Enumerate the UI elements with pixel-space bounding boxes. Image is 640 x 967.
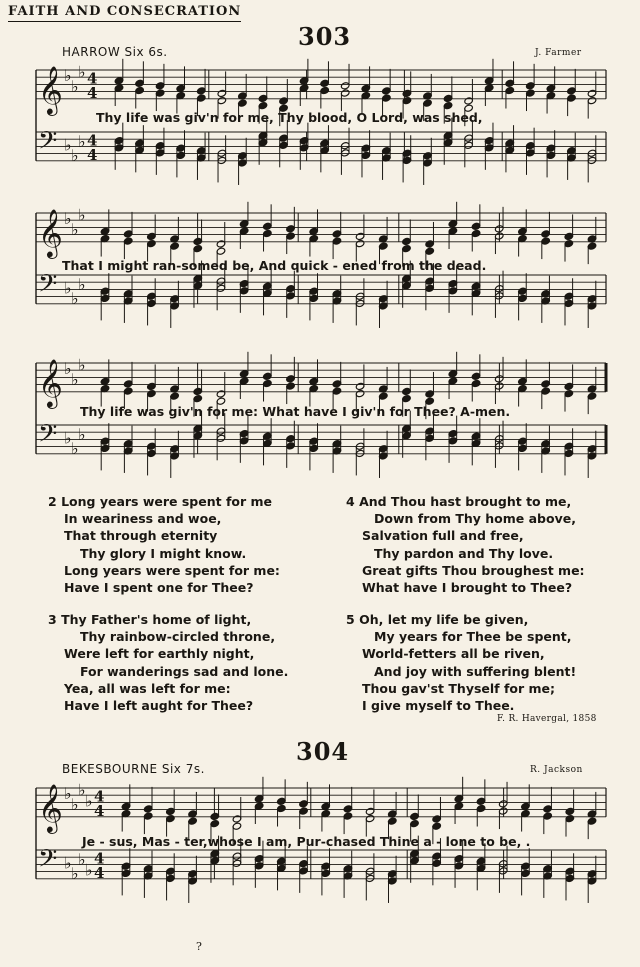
flat-icon: ♭ [64, 853, 72, 873]
verse-text: Thy Father's home of light, [61, 612, 252, 627]
flat-icon: ♭ [78, 849, 86, 869]
verse-3 [48, 611, 288, 714]
verse-line: Down from Thy home above, [374, 511, 576, 527]
flat-icon: ♭ [64, 66, 72, 86]
bass-clef-icon: 𝄢 [38, 269, 58, 305]
flat-icon: ♭ [64, 135, 72, 155]
flat-icon: ♭ [85, 860, 93, 880]
hymn-number-303: 303 [298, 22, 352, 51]
hymn-number-304: 304 [296, 737, 350, 766]
flat-icon: ♭ [64, 278, 72, 298]
flat-icon: ♭ [64, 428, 72, 448]
verse-number: 5 [346, 612, 355, 627]
treble-clef-icon: 𝄞 [38, 782, 63, 832]
flat-icon: ♭ [64, 209, 72, 229]
section-title: FAITH AND CONSECRATION [8, 4, 241, 22]
author-name: F. R. Havergal, [497, 714, 570, 724]
verse-line: My years for Thee be spent, [374, 629, 572, 645]
time-signature: 4 [94, 787, 105, 806]
verse-number: 3 [48, 612, 57, 627]
lyric-line-1: Thy life was giv'n for me, Thy blood, O Lord, was shed, [96, 110, 483, 125]
treble-clef-icon: 𝄞 [38, 64, 63, 114]
time-signature: 4 [87, 83, 98, 102]
flat-icon: ♭ [71, 146, 79, 166]
time-signature: 4 [87, 145, 98, 164]
flat-icon: ♭ [78, 205, 86, 225]
tune-name-304: BEKESBOURNE Six 7s. [62, 762, 205, 776]
verse-line: Salvation full and free, [362, 528, 524, 544]
tune-name-303: HARROW Six 6s. [62, 45, 168, 59]
bass-clef-icon: 𝄢 [38, 419, 58, 455]
flat-icon: ♭ [71, 864, 79, 884]
verse-number: 4 [346, 494, 355, 509]
verse-line [48, 611, 288, 628]
flat-icon: ♭ [71, 220, 79, 239]
flat-icon: ♭ [71, 370, 79, 389]
verse-5 [346, 611, 576, 714]
verse-number: 2 [48, 494, 57, 509]
verse-line: I give myself to Thee. [362, 698, 515, 714]
verse-text: Oh, let my life be given, [359, 612, 529, 627]
verse-line: Have I left aught for Thee? [64, 698, 254, 714]
time-signature: 4 [94, 849, 105, 868]
flat-icon: ♭ [78, 780, 86, 800]
verse-line: What have I brought to Thee? [362, 580, 573, 596]
author-year: 1858 [572, 714, 597, 724]
flat-icon: ♭ [78, 355, 86, 375]
verse-text: Long years were spent for me [61, 494, 272, 509]
verse-line: That through eternity [64, 528, 218, 544]
verse-line [346, 493, 585, 510]
flat-icon: ♭ [85, 791, 93, 811]
lyric-line-4: Je - sus, Mas - ter,whose I am, Pur-chased Thine a - lone to be, . [82, 834, 531, 849]
verse-line: And joy with suffering blent! [374, 663, 577, 679]
flat-icon: ♭ [71, 77, 79, 96]
verse-line: Thy glory I might know. [80, 545, 247, 561]
verse-line: Long years were spent for me: [64, 562, 280, 578]
composer-304: R. Jackson [530, 765, 583, 775]
verse-line: Yea, all was left for me: [64, 680, 231, 696]
flat-icon: ♭ [64, 784, 72, 804]
flat-icon: ♭ [78, 274, 86, 294]
flat-icon: ♭ [78, 131, 86, 151]
verse-line: Great gifts Thou broughest me: [362, 562, 585, 578]
verse-4 [346, 493, 585, 596]
treble-clef-icon: 𝄞 [38, 207, 63, 257]
verse-line: Thy rainbow-circled throne, [80, 629, 276, 645]
footer-mark: ? [196, 940, 202, 953]
flat-icon: ♭ [78, 62, 86, 82]
lyric-line-2: That I might ran-somed be, And quick - ened from the dead. [62, 258, 487, 273]
verse-line: Thy pardon and Thy love. [374, 545, 554, 561]
verse-line: World-fetters all be riven, [362, 646, 545, 662]
verse-line: Thou gav'st Thyself for me; [362, 680, 555, 696]
verse-line: Have I spent one for Thee? [64, 580, 254, 596]
flat-icon: ♭ [71, 289, 79, 309]
flat-icon: ♭ [78, 424, 86, 444]
flat-icon: ♭ [71, 439, 79, 459]
flat-icon: ♭ [71, 795, 79, 814]
bass-clef-icon: 𝄢 [38, 126, 58, 162]
time-signature: 4 [87, 131, 98, 150]
bass-clef-icon: 𝄢 [38, 844, 58, 880]
verse-line [346, 611, 576, 628]
time-signature: 4 [94, 863, 105, 882]
verse-line: In weariness and woe, [64, 511, 222, 527]
verse-line [48, 493, 280, 510]
time-signature: 4 [87, 69, 98, 88]
flat-icon: ♭ [64, 359, 72, 379]
time-signature: 4 [94, 801, 105, 820]
verse-line: For wanderings sad and lone. [80, 663, 289, 679]
treble-clef-icon: 𝄞 [38, 357, 63, 407]
verse-line: Were left for earthly night, [64, 646, 255, 662]
lyric-line-3: Thy life was giv'n for me: What have I giv'n for Thee? A-men. [80, 404, 511, 419]
composer-303: J. Farmer [535, 48, 582, 58]
author-credit [497, 714, 597, 724]
verse-2 [48, 493, 280, 596]
verse-text: And Thou hast brought to me, [359, 494, 572, 509]
